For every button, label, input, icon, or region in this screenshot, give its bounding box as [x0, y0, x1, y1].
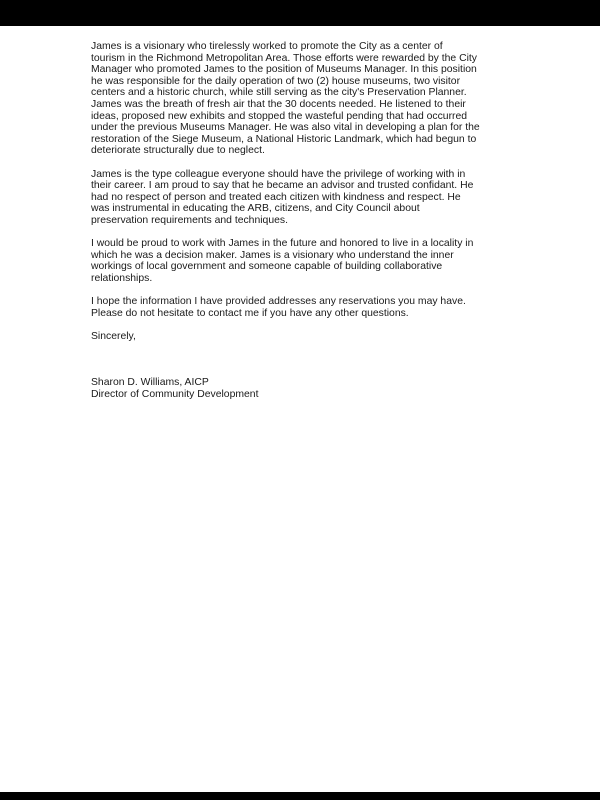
signature-title: Director of Community Development [91, 388, 259, 400]
letter-body [91, 41, 516, 400]
closing: Sincerely, [91, 330, 136, 342]
paragraph-colleague: James is the type colleague everyone should have the privilege of working with in their career. I am proud to say that he became an advisor and trusted confidant. He had no respect of person and treated each citizen with kindness and respect. He was instrumental in educating the ARB, citizens, and City Council about preservation requirements and techniques. [91, 168, 474, 226]
signature-name: Sharon D. Williams, AICP [91, 377, 209, 389]
paragraph-future-work: I would be proud to work with James in the future and honored to live in a locality in which he was a decision maker. James is a visionary who understand the inner workings of local government and someone capable of building collaborative relationships. [91, 238, 474, 284]
letter-page [0, 26, 600, 792]
paragraph-museums-manager: James is a visionary who tirelessly worked to promote the City as a center of tourism in the Richmond Metropolitan Area. Those efforts were rewarded by the City Manager who promoted James to the position of Museums Manager. In this position he was responsible for the daily operation of two (2) house museums, two visitor centers and a historic church, while still serving as the city's Preservation Planner. James was the breath of fresh air that the 30 docents needed. He listened to their ideas, proposed new exhibits and stopped the wasteful pending that had occurred under the previous Museums Manager. He was also vital in developing a plan for the restoration of the Siege Museum, a National Historic Landmark, which had begun to deteriorate structurally due to neglect. [91, 41, 480, 157]
paragraph-contact: I hope the information I have provided addresses any reservations you may have. Please do not hesitate to contact me if you have any other questions. [91, 296, 466, 319]
